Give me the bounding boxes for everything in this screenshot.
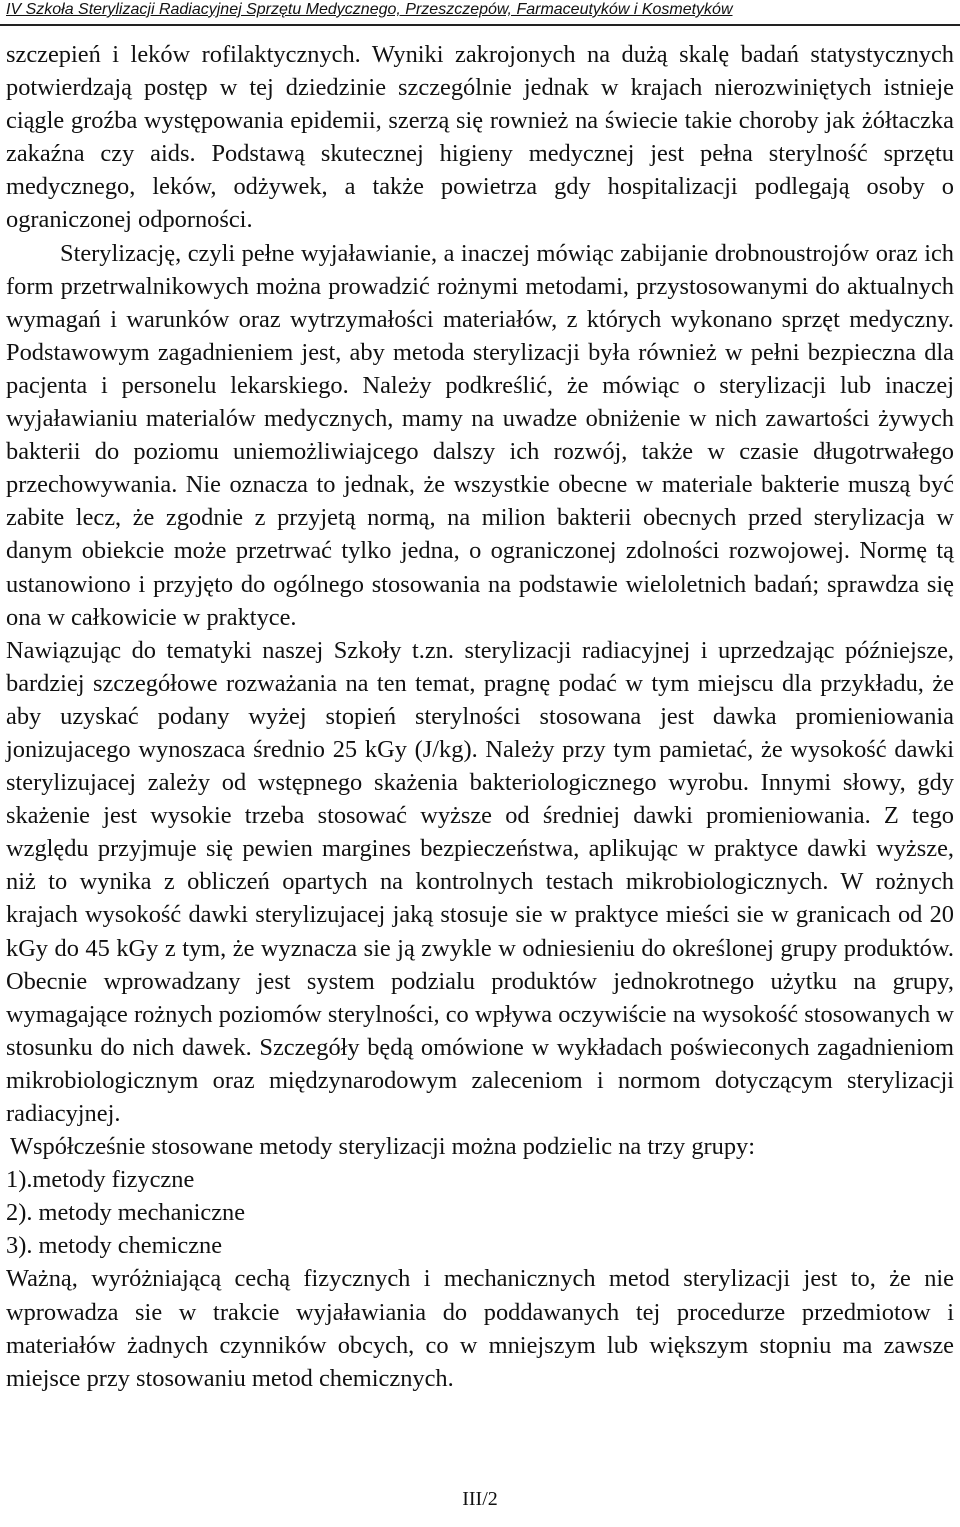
list-item: 3). metody chemiczne — [6, 1232, 223, 1260]
paragraph-closing: Ważną, wyróżniającą cechą fizycznych i mechanicznych metod sterylizacji jest to, że nie wprowadza sie w trakcie wyjaławiania do poddawanych tej procedurze przedmiotow i materiałów żadnych czynników obcych, co w mniejszym lub większym stopniu ma zawsze miejsce przy stosowaniu metod chemicznych. — [6, 1265, 954, 1392]
paragraph-sterylizacja: Sterylizację, czyli pełne wyjaławianie, a inaczej mówiąc zabijanie drobnoustrojów oraz ich form przetrwalnikowych można prowadzić rożnymi metodami, przystosowanymi do aktualnych wymagań i warunków oraz wytrzymałości materiałów, z których wykonano sprzęt medyczny. Podstawowym zagadnieniem jest, aby metoda sterylizacji była również w pełni bezpieczna dla pacjenta i personelu lekarskiego. Należy podkreślić, że mówiąc o sterylizacji lub inaczej wyjaławianiu materialów medycznych, mamy na uwadze obniżenie w nich zawartości żywych bakterii do poziomu uniemożliwiajcego dalszy ich rozwój, także w czasie długotrwałego przechowywania. Nie oznacza to jednak, że wszystkie obecne w materiale bakterie muszą być zabite lecz, że zgodnie z przyjetą normą, na milion bakterii obecnych przed sterylizacja w danym obiekcie może przetrwać tylko jedna, o ograniczonej zdolności rozwojowej. Normę tą ustanowiono i przyjęto do ogólnego stosowania na podstawie wieloletnich badań; sprawdza się ona w całkowicie w praktyce. — [6, 239, 954, 631]
header-rule — [0, 24, 960, 26]
paragraph-grupy-intro: Współcześnie stosowane metody sterylizacji można podzielic na trzy grupy: — [10, 1133, 756, 1161]
page-number: III/2 — [462, 1488, 498, 1510]
paragraph-dawka: Nawiązując do tematyki naszej Szkoły t.zn. sterylizacji radiacyjnej i uprzedzając późniejsze, bardziej szczegółowe rozważania na ten temat, pragnę podać w tym miejscu dla przykładu, że aby uzyskać podany wyżej stopień sterylności stosowana jest dawka promieniowania jonizujacego wynoszaca średnio 25 kGy (J/kg). Należy przy tym pamietać, że wysokość dawki sterylizujacej zależy od wstępnego skażenia bakteriologicznego wyrobu. Innymi słowy, gdy skażenie jest wysokie trzeba stosować wyższe od średniej dawki promieniowania. Z tego względu przyjmuje się pewien margines bezpieczeństwa, aplikując w praktyce dawki wyższe, niż to wynika z obliczeń opartych na kontrolnych testach mikrobiologicznych. W rożnych krajach wysokość dawki sterylizujacej jaką stosuje sie w praktyce mieści sie w granicach od 20 kGy do 45 kGy z tym, że wyznacza sie ją zwykle w odniesieniu do określonej grupy produktów. Obecnie wprowadzany jest system podzialu produktów jednokrotnego użytku na grupy, wymagające rożnych poziomów sterylności, co wpływa oczywiście na wysokość stosowanych w stosunku do nich dawek. Szczegóły będą omówione w wykładach poświeconych zagadnieniom mikrobiologicznym oraz międzynarodowym zaleceniom i normom dotyczącym sterylizacji radiacyjnej. — [6, 636, 954, 1127]
running-header: IV Szkoła Sterylizacji Radiacyjnej Sprzętu Medycznego, Przeszczepów, Farmaceutyków i Kosmetyków — [6, 1, 733, 18]
list-item: 1).metody fizyczne — [6, 1166, 195, 1194]
body-text — [6, 38, 954, 1395]
paragraph-intro: szczepień i leków rofilaktycznych. Wyniki zakrojonych na dużą skalę badań statystycznych potwierdzają postęp w tej dziedzinie szczególnie jednak w krajach nierozwiniętych istnieje ciągle groźba występowania epidemii, szerzą się rownież na świecie takie choroby jak żółtaczka zakaźna czy aids. Podstawą skutecznej higieny medycznej jest pełna sterylność sprzętu medycznego, leków, odżywek, a także powietrza gdy hospitalizacji podlegają osoby o ograniczonej odporności. — [6, 41, 954, 234]
list-item: 2). metody mechaniczne — [6, 1199, 246, 1227]
